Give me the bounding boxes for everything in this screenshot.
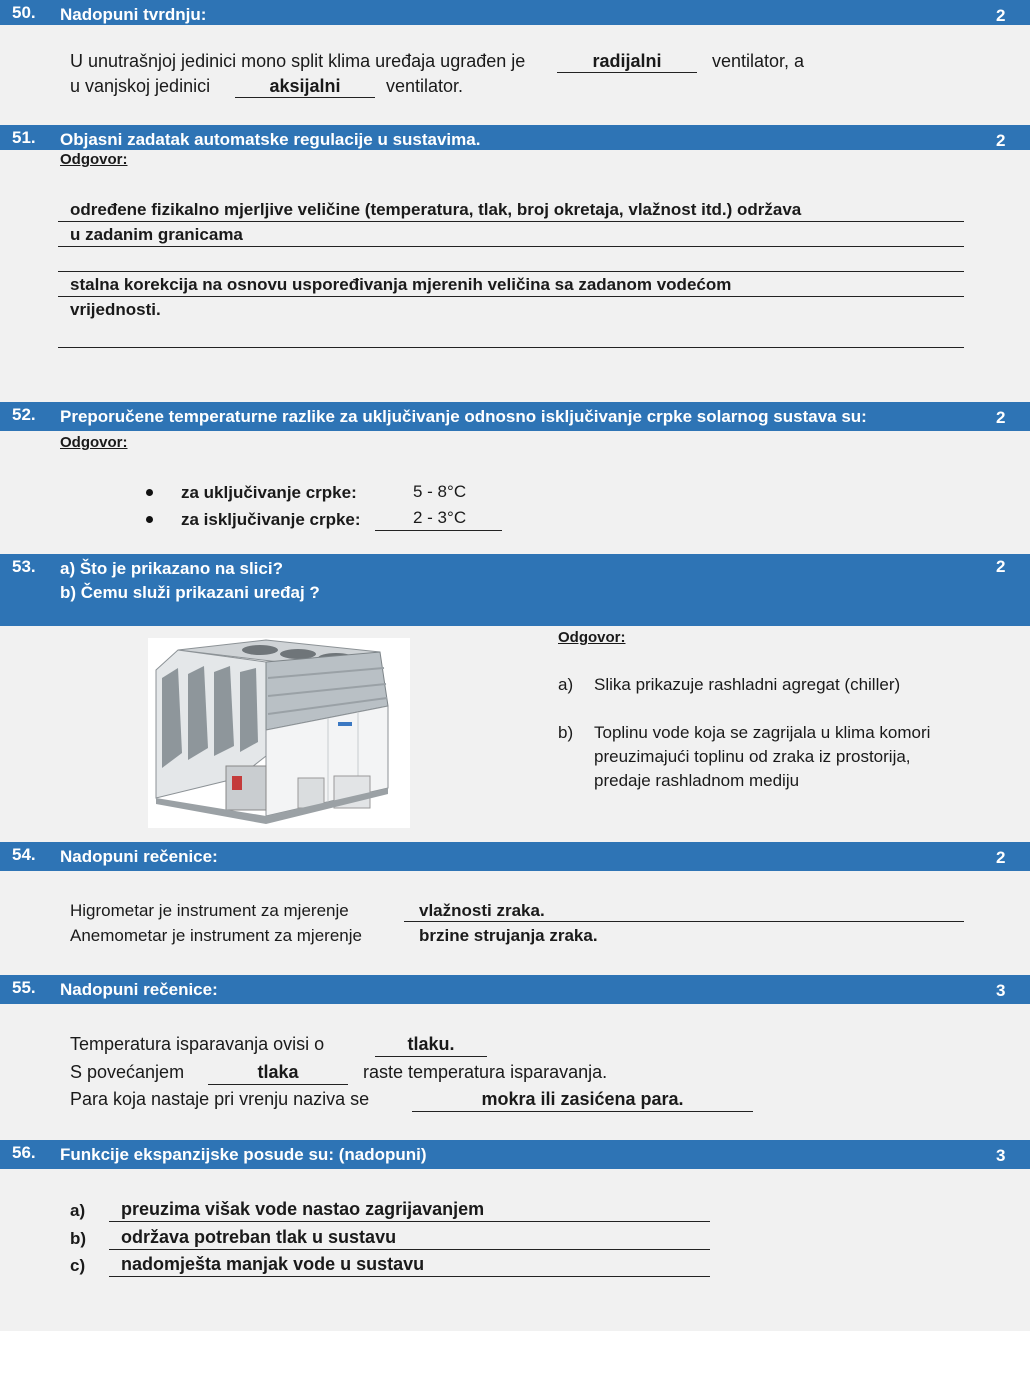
answer-underline [557,72,697,73]
q50-line1-text: U unutrašnjoj jedinici mono split klima uređaja ugrađen je [70,51,526,71]
q54-line1-text: Higrometar je instrument za mjerenje [70,901,349,920]
q52-item-value: 5 - 8°C [413,482,467,501]
q51-answer-line: u zadanim granicama [70,225,243,244]
q52-item-label: za uključivanje crpke: [181,483,357,502]
question-number: 54. [12,845,36,864]
answer-underline [109,1276,710,1277]
q50-line2-text: u vanjskoj jedinici [70,76,211,96]
q51-answer-line: stalna korekcija na osnovu uspoređivanja mjerenih veličina sa zadanom vodećom [70,275,732,294]
q53-header [0,554,1030,626]
q55-answer2: tlaka [257,1062,299,1082]
answer-underline [58,221,964,222]
q51-answer-line: vrijednosti. [70,300,161,319]
answer-underline [109,1249,710,1250]
answer-underline [58,271,964,272]
q53-b-line: predaje rashladnom mediju [594,771,800,790]
q54-answer1: vlažnosti zraka. [419,901,545,920]
bullet-icon [146,516,153,523]
q52-item-label: za isključivanje crpke: [181,510,361,529]
answer-underline [375,530,502,531]
q56-header [0,1140,1030,1169]
answer-underline [412,1111,753,1112]
q55-answer3: mokra ili zasićena para. [481,1089,684,1109]
answer-underline [404,921,964,922]
q53-a-marker: a) [558,675,574,694]
q55-line3-text: Para koja nastaje pri vrenju naziva se [70,1089,370,1109]
question-points: 2 [996,557,1006,576]
answer-underline [235,97,375,98]
q54-body [0,871,1030,975]
q55-line1-text: Temperatura isparavanja ovisi o [70,1034,325,1054]
question-number: 51. [12,128,36,147]
question-title: Nadopuni rečenice: [60,980,218,999]
q50-line2-post: ventilator. [386,76,464,96]
q56-body [0,1169,1030,1331]
q56-item-marker: c) [70,1256,86,1275]
question-title-b: b) Čemu služi prikazani uređaj ? [60,583,320,602]
q56-item-marker: b) [70,1229,87,1248]
q56-item-marker: a) [70,1201,86,1220]
answer-underline [58,347,964,348]
q53-b-marker: b) [558,723,574,742]
answer-label: Odgovor: [60,434,128,451]
answer-underline [58,246,964,247]
question-number: 55. [12,978,36,997]
question-number: 50. [12,3,36,22]
question-points: 3 [996,1146,1006,1165]
answer-underline [109,1221,710,1222]
q54-header [0,842,1030,871]
q56-item-text: preuzima višak vode nastao zagrijavanjem [121,1199,485,1219]
question-points: 2 [996,6,1006,25]
q53-a-text: Slika prikazuje rashladni agregat (chiller) [594,675,901,694]
answer-underline [208,1084,348,1085]
q55-line2-post: raste temperatura isparavanja. [363,1062,608,1082]
chiller-image [148,638,410,828]
q55-line2-text: S povećanjem [70,1062,185,1082]
question-number: 56. [12,1143,36,1162]
q53-b-line: preuzimajući toplinu od zraka iz prostorija, [594,747,911,766]
question-title: Funkcije ekspanzijske posude su: (nadopuni) [60,1145,427,1164]
q54-line2-text: Anemometar je instrument za mjerenje [70,926,362,945]
q56-item-text: održava potreban tlak u sustavu [121,1227,397,1247]
question-number: 53. [12,557,36,576]
question-points: 2 [996,848,1006,867]
answer-underline [375,1056,487,1057]
answer-label: Odgovor: [558,629,626,646]
q56-item-text: nadomješta manjak vode u sustavu [121,1254,425,1274]
q50-answer1: radijalni [592,51,662,71]
q52-item-value: 2 - 3°C [413,508,467,527]
q54-answer2: brzine strujanja zraka. [419,926,598,945]
answer-underline [58,296,964,297]
q50-line1-post: ventilator, a [712,51,805,71]
question-title: Objasni zadatak automatske regulacije u sustavima. [60,130,481,149]
answer-label: Odgovor: [60,151,128,168]
question-number: 52. [12,405,36,424]
question-points: 2 [996,408,1006,427]
q51-header [0,125,1030,150]
question-title-a: a) Što je prikazano na slici? [60,559,283,578]
q52-header [0,402,1030,431]
bullet-icon [146,489,153,496]
question-title: Nadopuni rečenice: [60,847,218,866]
question-title: Preporučene temperaturne razlike za uključivanje odnosno isključivanje crpke solarnog sustava su: [60,407,867,426]
q50-body [0,25,1030,125]
q50-answer2: aksijalni [269,76,341,96]
question-title: Nadopuni tvrdnju: [60,5,207,24]
q52-body [0,431,1030,554]
q55-header [0,975,1030,1004]
q51-answer-line: određene fizikalno mjerljive veličine (temperatura, tlak, broj okretaja, vlažnost itd.) održava [70,200,802,219]
q53-b-line: Toplinu vode koja se zagrijala u klima komori [594,723,931,742]
q55-answer1: tlaku. [407,1034,455,1054]
question-points: 3 [996,981,1006,1000]
q50-header [0,0,1030,25]
question-points: 2 [996,131,1006,150]
